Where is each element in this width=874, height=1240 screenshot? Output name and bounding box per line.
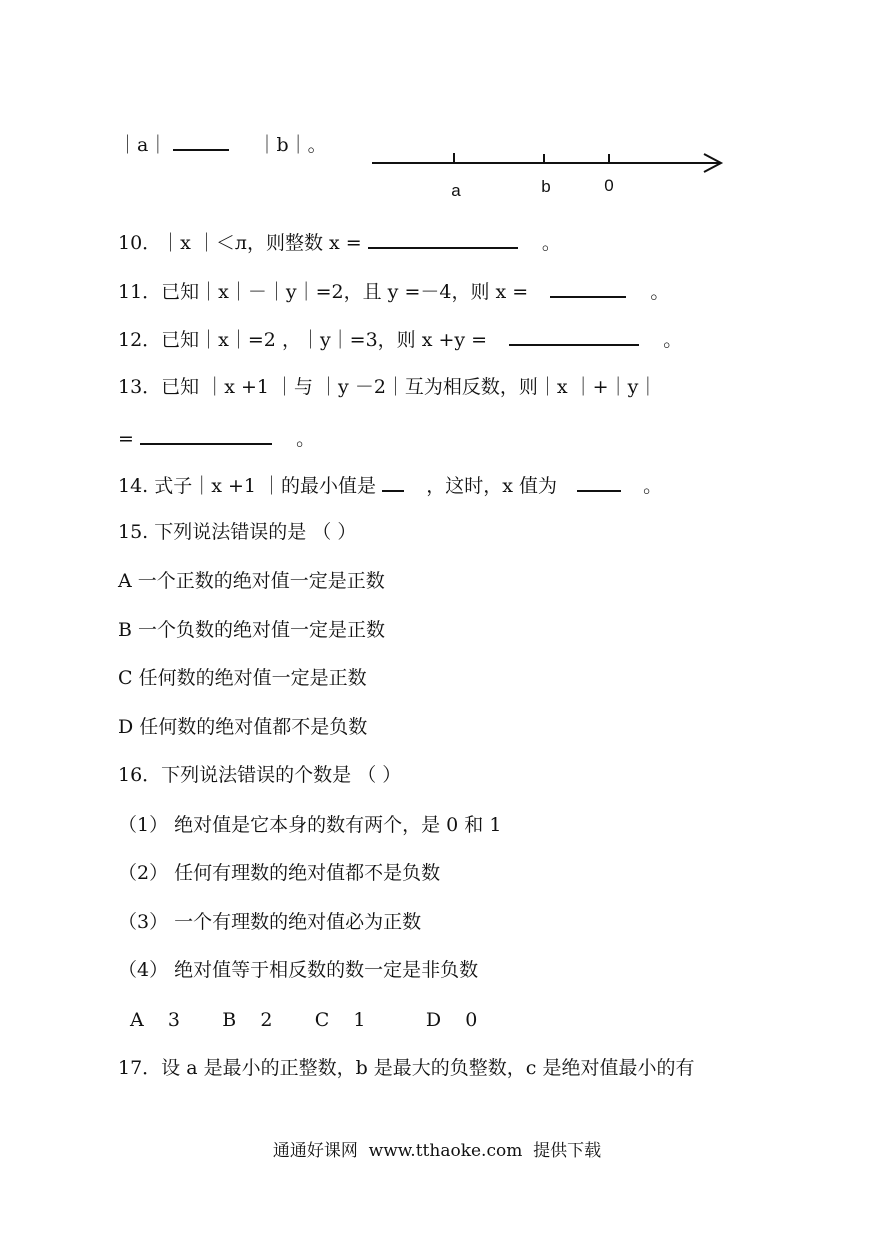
q16-item-1-text: （1） 绝对值是它本身的数有两个，是 0 和 1 bbox=[118, 814, 502, 836]
q15-option-b-text: B 一个负数的绝对值一定是正数 bbox=[118, 619, 386, 641]
q13-equals: = bbox=[118, 428, 134, 450]
q12-answer-blank[interactable] bbox=[509, 326, 639, 346]
q9-abs-b: ｜b｜。 bbox=[257, 134, 327, 156]
q16-item-4 bbox=[118, 958, 478, 982]
q13-line2 bbox=[118, 425, 315, 451]
label-b: b bbox=[541, 177, 551, 196]
q16-item-2 bbox=[118, 861, 440, 885]
q15-option-b[interactable] bbox=[118, 618, 385, 642]
q15-option-a[interactable] bbox=[118, 569, 385, 593]
q14-x-blank[interactable] bbox=[577, 472, 621, 492]
q13-line1 bbox=[118, 375, 657, 399]
q16-item-2-text: （2） 任何有理数的绝对值都不是负数 bbox=[118, 862, 441, 884]
q9-line bbox=[118, 131, 327, 157]
q10-text: 10．｜x ｜＜л，则整数 x = bbox=[118, 232, 362, 254]
q15-option-c-text: C 任何数的绝对值一定是正数 bbox=[118, 667, 367, 689]
q10-line bbox=[118, 229, 561, 255]
q12-end: 。 bbox=[663, 329, 683, 351]
q16-item-3 bbox=[118, 910, 421, 934]
q13-end: 。 bbox=[296, 428, 316, 450]
q14-end: 。 bbox=[643, 475, 663, 497]
q13-answer-blank[interactable] bbox=[140, 425, 272, 445]
q16-item-3-text: （3） 一个有理数的绝对值必为正数 bbox=[118, 911, 422, 933]
q15-option-d[interactable] bbox=[118, 715, 367, 739]
q11-answer-blank[interactable] bbox=[550, 278, 626, 298]
q12-text: 12．已知｜x｜=2 ，｜y｜=3，则 x +y = bbox=[118, 329, 488, 351]
q11-text: 11．已知｜x｜－｜y｜=2，且 y =－4，则 x = bbox=[118, 281, 529, 303]
q13-text: 13．已知 ｜x +1 ｜与 ｜y －2｜互为相反数，则｜x ｜+｜y｜ bbox=[118, 376, 658, 398]
q10-answer-blank[interactable] bbox=[368, 229, 518, 249]
label-0: 0 bbox=[604, 176, 614, 195]
q16-choices-text: A 3 B 2 C 1 D 0 bbox=[130, 1009, 478, 1031]
q14-min-blank[interactable] bbox=[382, 472, 404, 492]
q16-item-4-text: （4） 绝对值等于相反数的数一定是非负数 bbox=[118, 959, 479, 981]
q10-end: 。 bbox=[541, 232, 561, 254]
q17-text: 17．设 a 是最小的正整数，b 是最大的负整数，c 是绝对值最小的有 bbox=[118, 1057, 695, 1079]
q15-stem-text: 15. 下列说法错误的是 （ ） bbox=[118, 521, 357, 543]
q17-line bbox=[118, 1056, 694, 1080]
q16-stem bbox=[118, 763, 401, 787]
q14-mid: ，这时，x 值为 bbox=[426, 475, 557, 497]
q14-text: 14. 式子｜x +1 ｜的最小值是 bbox=[118, 475, 377, 497]
q12-line bbox=[118, 326, 682, 352]
q16-item-1 bbox=[118, 813, 501, 837]
q9-abs-a: ｜a｜ bbox=[118, 134, 168, 156]
number-line-figure bbox=[360, 140, 730, 202]
q14-line bbox=[118, 472, 662, 498]
q11-line bbox=[118, 278, 669, 304]
q9-answer-blank[interactable] bbox=[173, 131, 229, 151]
q16-stem-text: 16．下列说法错误的个数是 （ ） bbox=[118, 764, 402, 786]
q15-option-c[interactable] bbox=[118, 666, 367, 690]
q15-stem bbox=[118, 520, 356, 544]
q11-end: 。 bbox=[650, 281, 670, 303]
q16-choices[interactable] bbox=[130, 1008, 477, 1032]
page-footer bbox=[0, 1140, 874, 1162]
label-a: a bbox=[451, 181, 461, 200]
q15-option-a-text: A 一个正数的绝对值一定是正数 bbox=[118, 570, 385, 592]
q15-option-d-text: D 任何数的绝对值都不是负数 bbox=[118, 716, 368, 738]
footer-text: 通通好课网 www.tthaoke.com 提供下载 bbox=[272, 1141, 602, 1161]
